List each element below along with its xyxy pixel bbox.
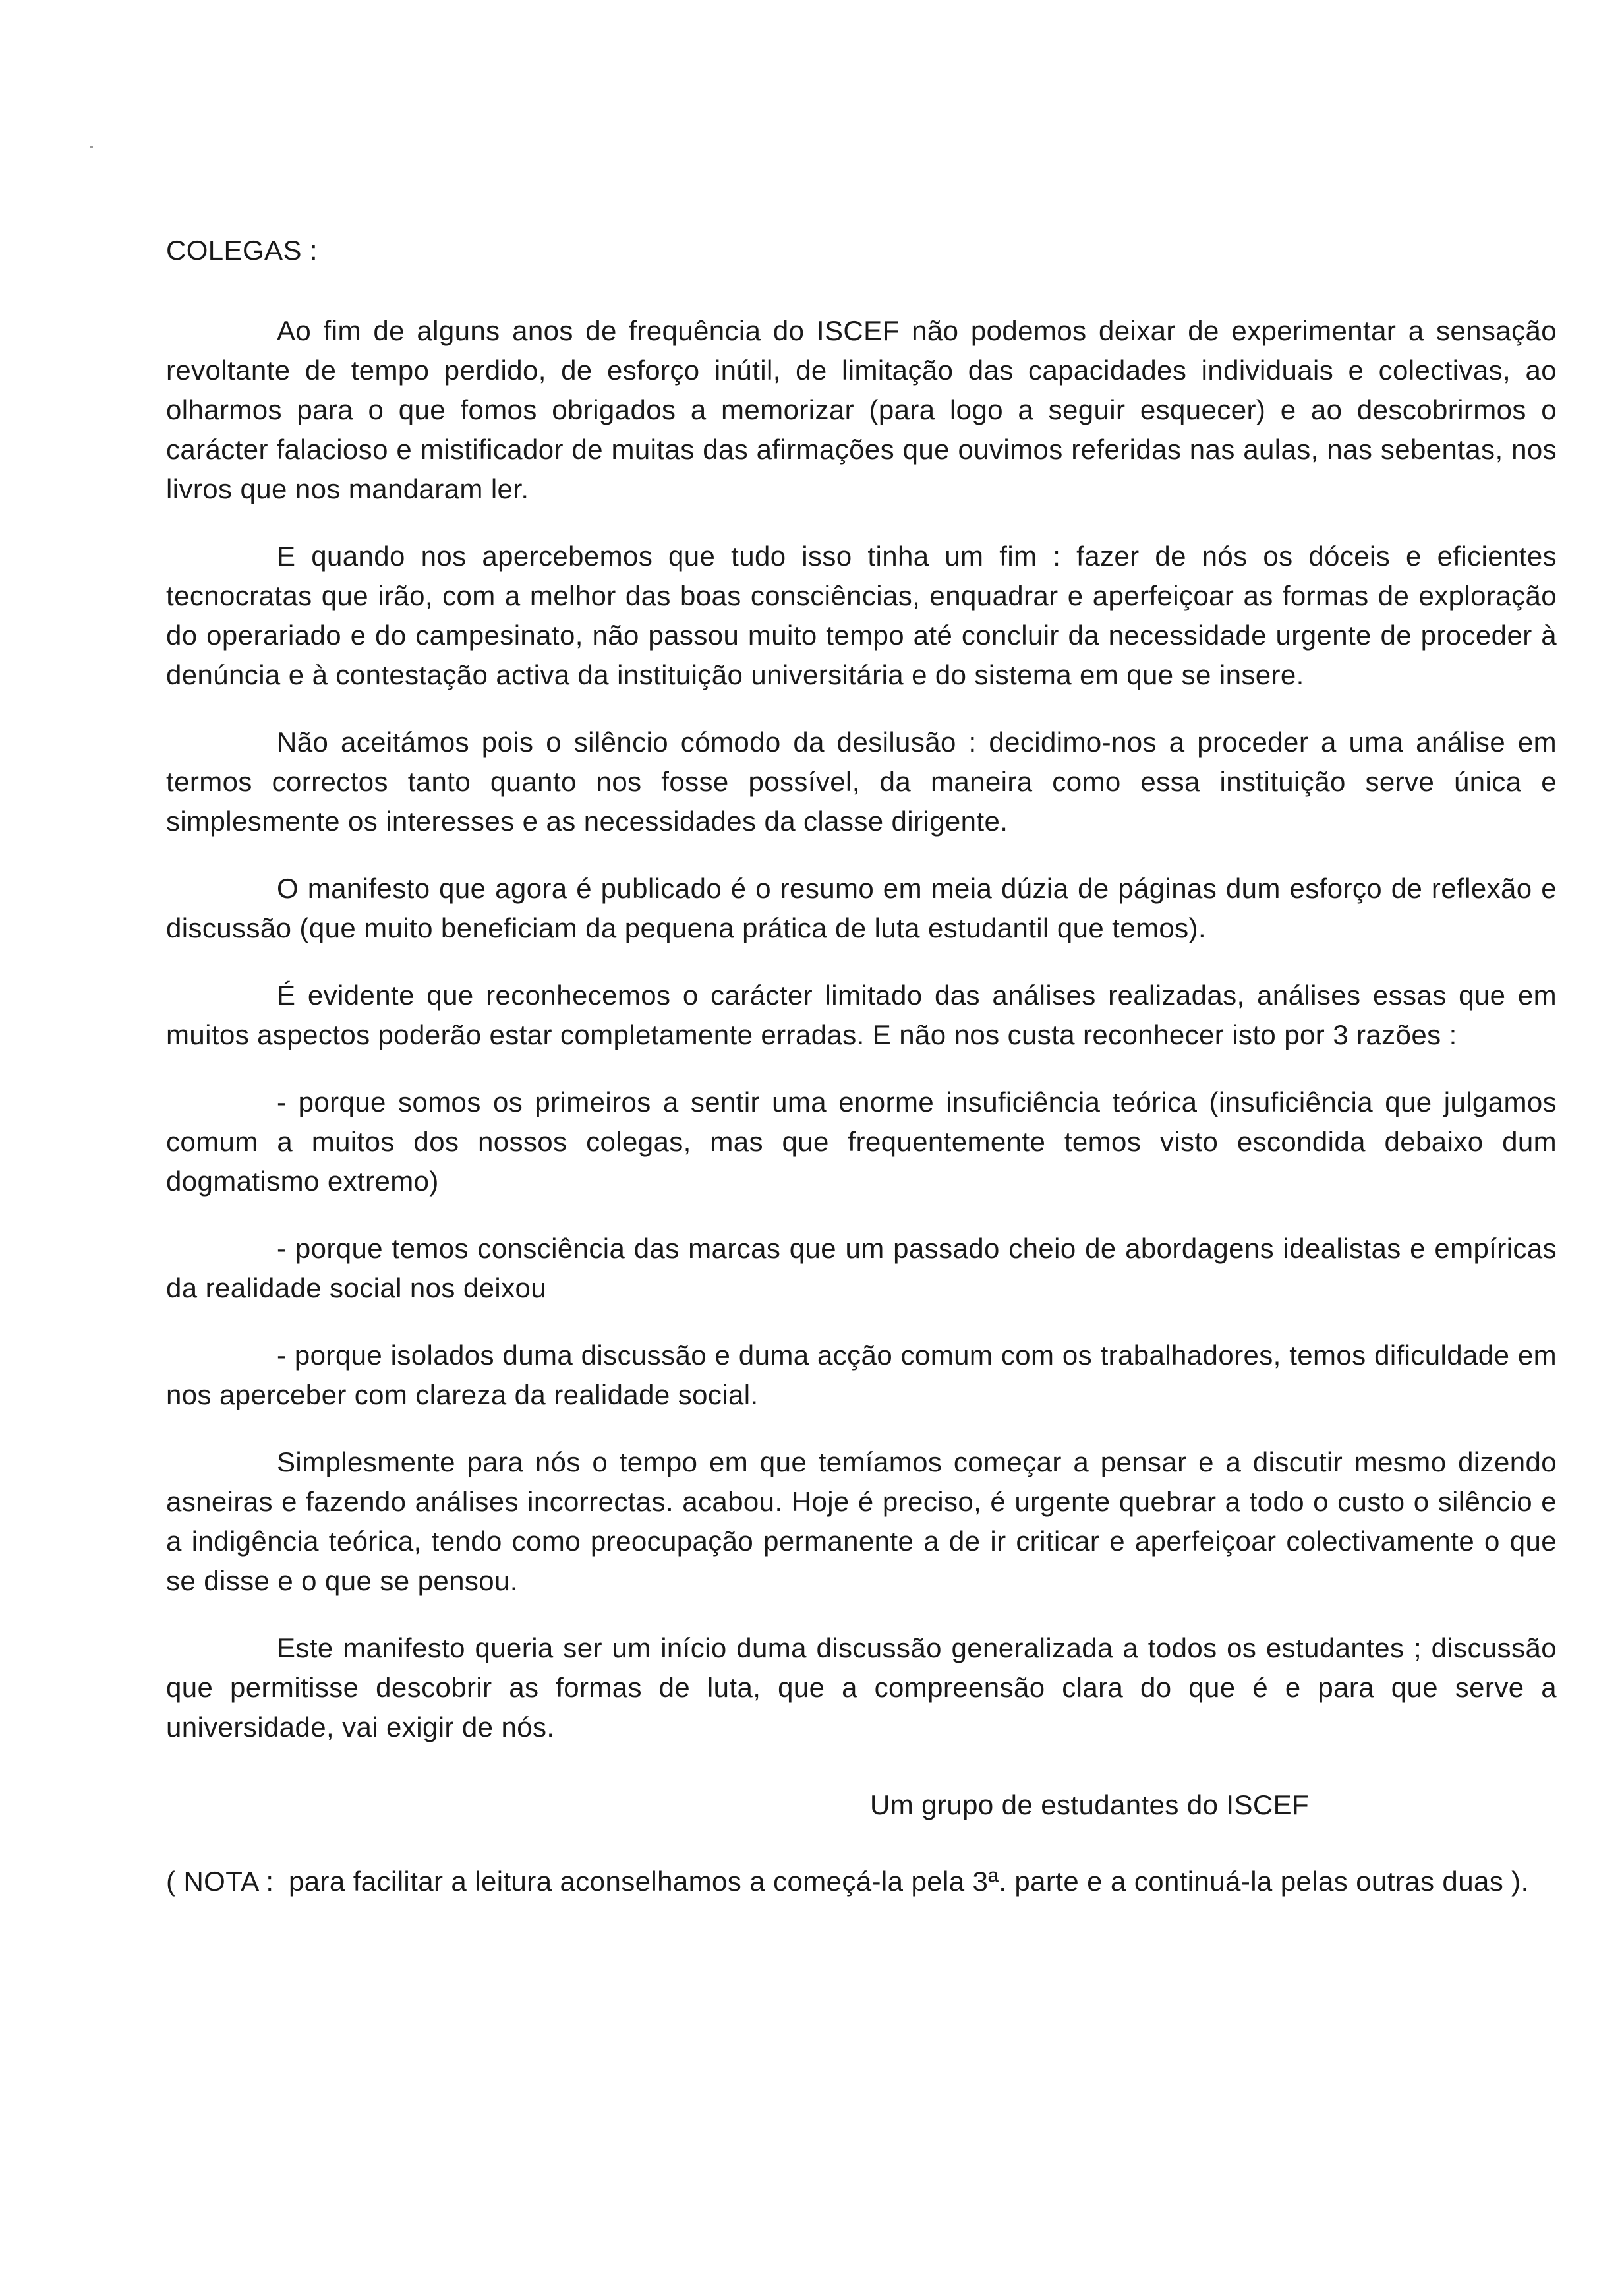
paragraph-7: Este manifesto queria ser um início duma discussão generalizada a todos os estudantes ; discussão que permitisse descobrir as formas de luta, que a compreensão clara do que é e para que serve a universidade, vai exigir de nós. <box>166 1632 1557 1742</box>
paragraph-3: Não aceitámos pois o silêncio cómodo da desilusão : decidimo-nos a proceder a uma análise em termos correctos tanto quanto nos fosse possível, da maneira como essa instituição serve única e simplesmente os interesses e as necessidades da classe dirigente. <box>166 727 1557 837</box>
note <box>166 1862 1557 1901</box>
paragraph-1: Ao fim de alguns anos de frequência do ISCEF não podemos deixar de experimentar a sensação revoltante de tempo perdido, de esforço inútil, de limitação das capacidades individuais e colectivas, ao olharmos para o que fomos obrigados a memorizar (para logo a seguir esquecer) e ao descobrirmos o carácter falacioso e mistificador de muitas das afirmações que ouvimos referidas nas aulas, nas sebentas, nos livros que nos mandaram ler. <box>166 315 1557 504</box>
paragraph-5: É evidente que reconhecemos o carácter limitado das análises realizadas, análises essas que em muitos aspectos poderão estar completamente erradas. E não nos custa reconhecer isto por 3 razões : <box>166 980 1557 1050</box>
salutation: COLEGAS : <box>166 235 318 266</box>
paragraph-6: Simplesmente para nós o tempo em que temíamos começar a pensar e a discutir mesmo dizendo asneiras e fazendo análises incorrectas. acabou. Hoje é preciso, é urgente quebrar a todo o custo o silêncio e a indigência teórica, tendo como preocupação permanente a de ir criticar e aperfeiçoar colectivamente o que se disse e o que se pensou. <box>166 1446 1557 1596</box>
note-label: ( NOTA : <box>166 1866 274 1897</box>
signature: Um grupo de estudantes do ISCEF <box>870 1789 1310 1820</box>
paragraph-4: O manifesto que agora é publicado é o resumo em meia dúzia de páginas dum esforço de reflexão e discussão (que muito beneficiam da pequena prática de luta estudantil que temos). <box>166 873 1557 943</box>
manifesto-page <box>166 231 1557 1901</box>
reason-item-1: - porque somos os primeiros a sentir uma enorme insuficiência teórica (insuficiência que julgamos comum a muitos dos nossos colegas, mas que frequentemente temos visto escondida debaixo dum dogmatismo extremo) <box>166 1086 1557 1197</box>
paragraph-2: E quando nos apercebemos que tudo isso tinha um fim : fazer de nós os dóceis e eficientes tecnocratas que irão, com a melhor das boas consciências, enquadrar e aperfeiçoar as formas de exploração do operariado e do campesinato, não passou muito tempo até concluir da necessidade urgente de proceder à denúncia e à contestação activa da instituição universitária e do sistema em que se insere. <box>166 541 1557 690</box>
scan-speck <box>90 146 93 148</box>
reason-item-3: - porque isolados duma discussão e duma acção comum com os trabalhadores, temos dificuldade em nos aperceber com clareza da realidade social. <box>166 1340 1557 1410</box>
note-text: para facilitar a leitura aconselhamos a começá-la pela 3ª. parte e a continuá-la pelas outras duas ). <box>289 1866 1529 1897</box>
reason-item-2: - porque temos consciência das marcas que um passado cheio de abordagens idealistas e empíricas da realidade social nos deixou <box>166 1233 1557 1303</box>
